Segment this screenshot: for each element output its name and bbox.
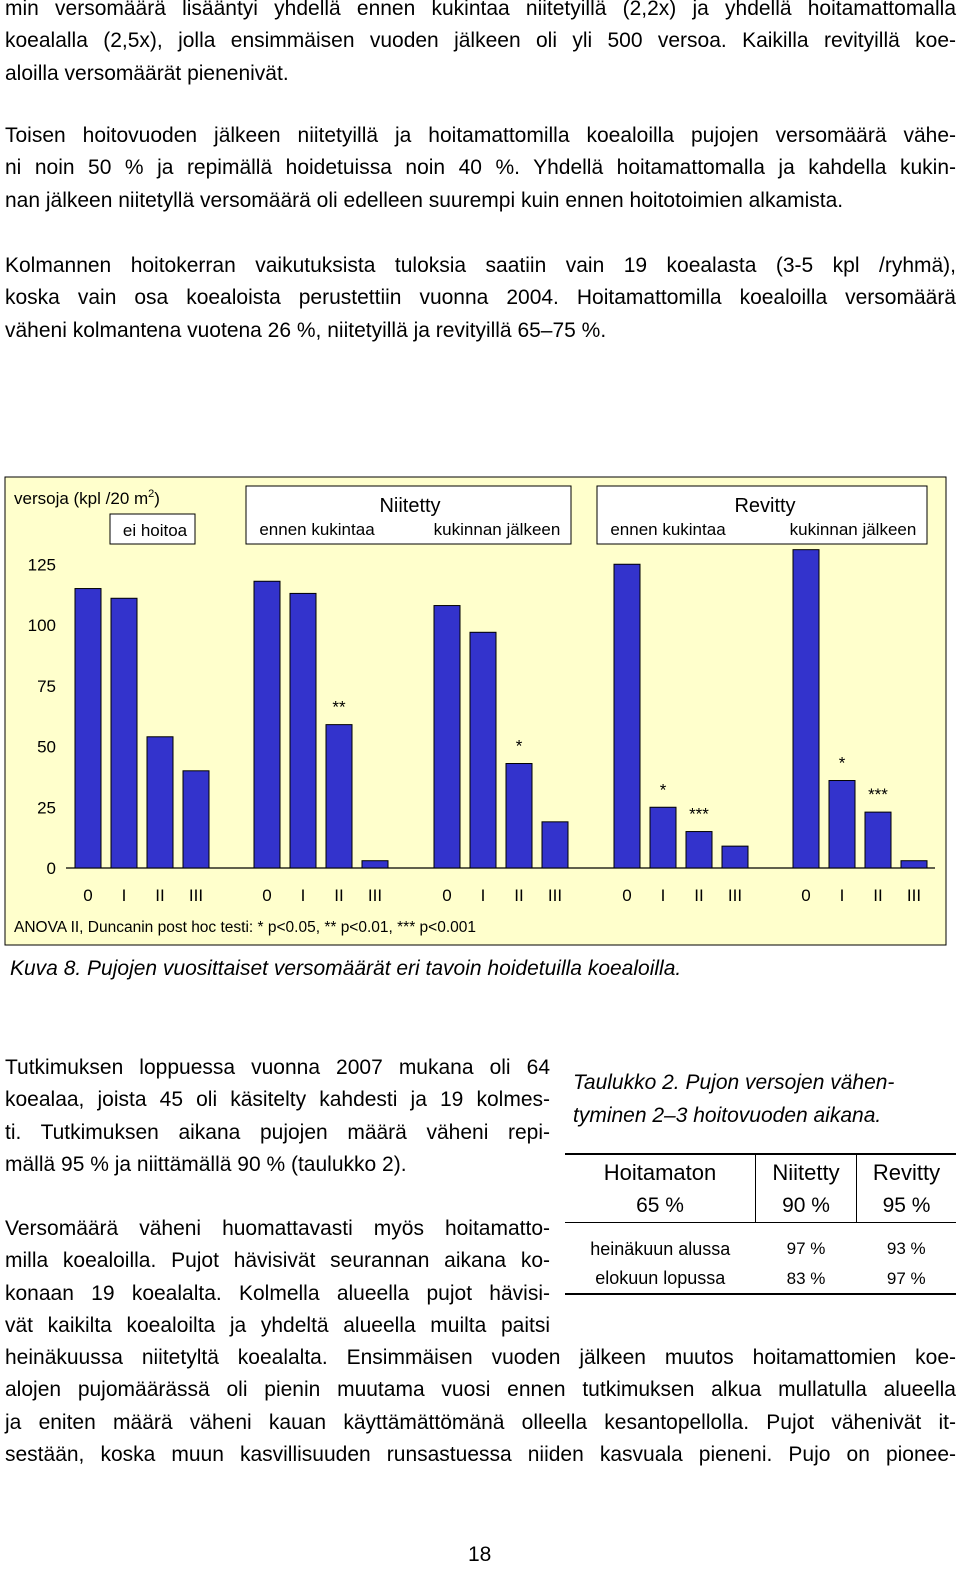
table-total-row: [565, 1190, 956, 1222]
table-row: [565, 1264, 956, 1294]
y-tick-label: 125: [27, 555, 56, 575]
paragraph-line: ni noin 50 % ja repimällä hoidetuissa noin 40 %. Yhdellä hoitamattomalla ja kahdella kukin-: [5, 156, 956, 180]
table-caption-line: Taulukko 2. Pujon versojen vähen-: [573, 1071, 895, 1094]
bar: [111, 598, 137, 868]
left-column-paragraph-2: [5, 1213, 550, 1342]
x-tick-label: I: [839, 886, 845, 905]
significance-label: *: [838, 753, 846, 773]
bar: [793, 550, 819, 868]
bar: [865, 812, 891, 868]
x-tick-label: II: [334, 886, 344, 905]
intro-line: aloilla versomäärät pienenivät.: [5, 61, 289, 85]
bar: [470, 632, 496, 868]
table-header-cell: Hoitamaton: [565, 1154, 756, 1190]
table-row: [565, 1234, 956, 1264]
bar: [75, 589, 101, 868]
bar: [290, 593, 316, 868]
table-spacer-row: [565, 1222, 956, 1234]
x-tick-label: II: [873, 886, 883, 905]
significance-label: ***: [689, 804, 709, 824]
bottom-paragraph: [5, 1342, 956, 1471]
table-cell: 83 %: [756, 1264, 857, 1294]
x-tick-label: III: [727, 886, 743, 905]
bar: [506, 764, 532, 868]
table-cell: heinäkuun alussa: [590, 1238, 731, 1259]
table-header-cell: Revitty: [857, 1154, 957, 1190]
paragraph-line: Kolmannen hoitokerran vaikutuksista tuloksia saatiin vain 19 koealasta (3-5 kpl /ryhmä),: [5, 254, 956, 277]
paragraph-line: Versomäärä väheni huomattavasti myös hoitamatto-: [5, 1217, 550, 1240]
paragraph-line: Tutkimuksen loppuessa vuonna 2007 mukana oli 64: [5, 1056, 550, 1079]
paragraph-line: väheni kolmantena vuotena 26 %, niitetyillä ja revityillä 65–75 %.: [5, 318, 607, 342]
bar: [686, 832, 712, 868]
paragraph-line: konaan 19 koealalta. Kolmella alueella pujot hävisi-: [5, 1281, 550, 1305]
x-tick-label: III: [188, 886, 204, 905]
x-tick-label: II: [514, 886, 524, 905]
intro-line: koealalla (2,5x), jolla ensimmäisen vuoden jälkeen oli yli 500 versoa. Kaikilla revityillä koe-: [5, 29, 956, 53]
intro-line: min versomäärä lisääntyi yhdellä ennen kukintaa niitetyillä (2,2x) ja yhdellä hoitamattomalla: [5, 0, 956, 20]
label-kukinnan-jalkeen: kukinnan jälkeen: [789, 520, 917, 539]
bar: [722, 846, 748, 868]
paragraph-line: Toisen hoitovuoden jälkeen niitetyillä ja hoitamattomilla koealoilla pujojen versomäärä vähe-: [5, 124, 956, 147]
y-tick-label: 75: [37, 676, 56, 696]
left-column-paragraph-1: [5, 1052, 550, 1181]
x-tick-label: III: [367, 886, 383, 905]
label-ennen-kukintaa: ennen kukintaa: [259, 520, 375, 539]
x-tick-label: 0: [83, 886, 93, 905]
paragraph-line: ti. Tutkimuksen aikana pujojen määrä väheni repi-: [5, 1120, 550, 1144]
paragraph-line: milla koealoilla. Pujot hävisivät seurannan aikana ko-: [5, 1249, 550, 1273]
paragraph-line: koealaa, joista 45 oli käsitelty kahdesti ja 19 kolmes-: [5, 1088, 550, 1112]
x-tick-label: I: [660, 886, 666, 905]
table-caption-line: tyminen 2–3 hoitovuoden aikana.: [573, 1104, 882, 1127]
significance-label: **: [332, 697, 346, 717]
bar: [614, 564, 640, 868]
table-cell: elokuun lopussa: [565, 1264, 756, 1294]
x-tick-label: II: [694, 886, 704, 905]
bar: [901, 861, 927, 868]
paragraph-line: mällä 95 % ja niittämällä 90 % (taulukko 2).: [5, 1152, 407, 1176]
table-cell: 97 %: [786, 1239, 826, 1258]
paragraph-line: vät kaikilta koealoilta ja yhdeltä alueella muilta paitsi: [5, 1313, 550, 1337]
significance-label: *: [515, 736, 523, 756]
table-cell: 90 %: [756, 1190, 857, 1222]
bar: [650, 807, 676, 868]
x-tick-label: I: [480, 886, 486, 905]
bar: [829, 781, 855, 868]
bar: [326, 725, 352, 868]
x-tick-label: III: [906, 886, 922, 905]
table-cell: 93 %: [886, 1239, 926, 1258]
figure-caption: Kuva 8. Pujojen vuosittaiset versomäärät eri tavoin hoidetuilla koealoilla.: [10, 957, 682, 980]
table-cell: 65 %: [565, 1190, 756, 1222]
table-header-row: [565, 1154, 956, 1190]
table-header-cell: Niitetty: [756, 1154, 857, 1190]
bar: [183, 771, 209, 868]
table-caption: [573, 1066, 894, 1132]
y-tick-label: 100: [27, 616, 56, 635]
x-tick-label: 0: [262, 886, 272, 905]
bar: [254, 581, 280, 868]
x-tick-label: 0: [622, 886, 632, 905]
paragraph-line: koska vain osa koealoista perustettiin vuonna 2004. Hoitamattomilla koealoilla versomäärä: [5, 286, 956, 310]
x-tick-label: III: [547, 886, 563, 905]
x-tick-label: 0: [801, 886, 811, 905]
paragraph-line: alojen pujomäärässä oli pienin muutama vuosi ennen tutkimuksen alkua mullatulla alueella: [5, 1378, 956, 1402]
group-title-niitetty: Niitetty: [379, 495, 441, 517]
paragraph-line: heinäkuussa niitetyltä koealalta. Ensimmäisen vuoden jälkeen muutos hoitamattomien koe-: [5, 1346, 956, 1369]
x-tick-label: I: [121, 886, 127, 905]
reduction-table: [565, 1153, 956, 1295]
significance-label: *: [659, 780, 667, 800]
paragraph-line: sestään, koska muun kasvillisuuden runsastuessa niiden kasvuala pieneni. Pujo on pionee-: [5, 1442, 956, 1466]
page-number: 18: [468, 1543, 492, 1566]
group-title-revitty: Revitty: [734, 495, 796, 517]
significance-label: ***: [868, 785, 888, 805]
table-cell: 95 %: [857, 1190, 957, 1222]
chart-footnote: ANOVA II, Duncanin post hoc testi: * p<0.05, ** p<0.01, *** p<0.001: [14, 919, 477, 936]
y-tick-label: 0: [46, 859, 56, 878]
label-ei-hoitoa: ei hoitoa: [122, 521, 188, 540]
paragraph-line: nan jälkeen niitetyllä versomäärä oli edelleen suurempi kuin ennen hoitotoimien alkamista.: [5, 188, 844, 212]
paragraph-line: ja eniten määrä väheni kauan käyttämättömänä olleella kesantopellolla. Pujot vähenivät it-: [5, 1410, 956, 1434]
table-cell: 97 %: [857, 1264, 957, 1294]
y-tick-label: 50: [37, 737, 56, 757]
bar: [542, 822, 568, 868]
bar: [147, 737, 173, 868]
x-tick-label: 0: [442, 886, 452, 905]
x-tick-label: II: [155, 886, 165, 905]
label-ennen-kukintaa: ennen kukintaa: [610, 520, 726, 539]
bar: [434, 606, 460, 868]
label-kukinnan-jalkeen: kukinnan jälkeen: [433, 520, 561, 539]
bar: [362, 861, 388, 868]
y-axis-label: versoja (kpl /20 $m^2$): [14, 488, 160, 508]
y-tick-label: 25: [37, 798, 56, 818]
x-tick-label: I: [300, 886, 306, 905]
